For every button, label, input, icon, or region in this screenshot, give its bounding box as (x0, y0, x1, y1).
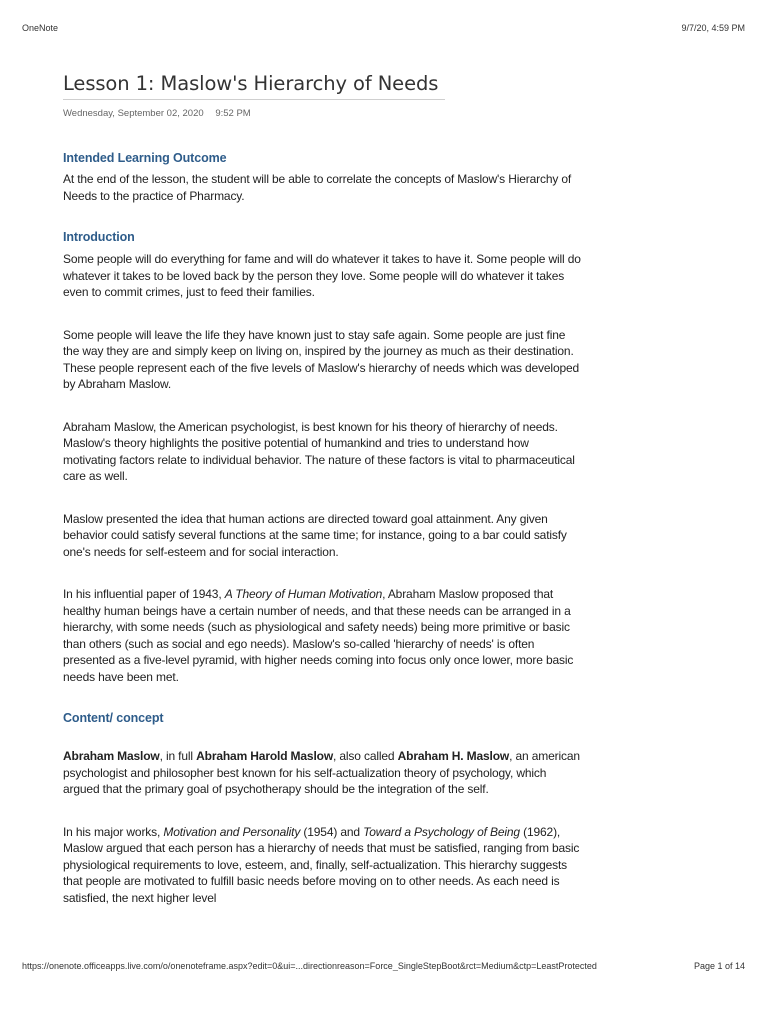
italic-book-title-2: Toward a Psychology of Being (363, 824, 520, 839)
bold-full-name: Abraham Harold Maslow (196, 749, 334, 763)
text-run: In his major works, (63, 824, 164, 839)
text-run: , Abraham Maslow proposed that healthy human beings have a certain number of needs, and that these needs can be arranged in a hierarchy, with some needs (such as physiological and safety needs) being more primitive or basic than others (such as social and ego needs). Maslow's so-called 'hierarchy of needs' is often presented as a five-level pyramid, with higher needs coming into focus only once lower, more basic needs have been met. (63, 587, 574, 684)
page-date-stamp (63, 108, 583, 119)
paragraph-intro-3: Abraham Maslow, the American psychologist, is best known for his theory of hierarchy of needs. Maslow's theory highlights the positive potential of humankind and tries to understand how motivating factors relate to individual behavior. The nature of these factors is vital to pharmaceutical care as well. (63, 419, 575, 483)
text-run: (1954) and (300, 824, 364, 839)
page-title: Lesson 1: Maslow's Hierarchy of Needs (63, 72, 445, 100)
paragraph-content-1 (63, 748, 583, 798)
paragraph-intro-5 (63, 586, 583, 685)
bold-name: Abraham Maslow (63, 749, 160, 763)
italic-book-title-1: Motivation and Personality (163, 824, 301, 839)
print-footer-page-number: Page 1 of 14 (693, 961, 745, 971)
page-time: 9:52 PM (215, 108, 251, 119)
print-footer-url: https://onenote.officeapps.live.com/o/onenoteframe.aspx?edit=0&ui=...directionreason=Force_SingleStepBoot&rct=Medium&ctp=LeastProtected (22, 961, 597, 971)
print-header-datetime: 9/7/20, 4:59 PM (681, 23, 745, 33)
paragraph-content-2 (63, 824, 583, 907)
heading-content-concept: Content/ concept (63, 711, 164, 725)
italic-paper-title: A Theory of Human Motivation (224, 587, 383, 601)
paragraph-intro-1: Some people will do everything for fame and will do whatever it takes to have it. Some people will do whatever it takes to be loved back by the person they love. Some people will do whatever it takes even to commit crimes, just to feed their families. (63, 252, 581, 299)
print-header-app-name: OneNote (22, 23, 59, 33)
heading-intended-learning-outcome: Intended Learning Outcome (63, 151, 227, 165)
text-run: , also called (333, 749, 398, 763)
text-run: In his influential paper of 1943, (63, 587, 225, 601)
heading-introduction: Introduction (63, 230, 135, 244)
paragraph-intro-2: Some people will leave the life they have known just to stay safe again. Some people are just fine the way they are and simply keep on living on, inspired by the journey as much as their destination. These people represent each of the five levels of Maslow's hierarchy of needs which was developed by Abraham Maslow. (63, 327, 580, 391)
note-page (63, 72, 583, 906)
page-date: Wednesday, September 02, 2020 (63, 108, 204, 119)
text-run: , in full (159, 749, 197, 763)
text-run: (1962), Maslow argued that each person has a hierarchy of needs that must be satisfied, ranging from basic physiological requirements to love, esteem, and, finally, self-actualization. This hierarchy suggests that people are motivated to fulfill basic needs before moving on to other needs. As each need is satisfied, the next higher level (63, 824, 580, 905)
text-run: , an american psychologist and philosopher best known for his self-actualization theory of psychology, which argued that the primary goal of psychotherapy should be the integration of the self. (63, 749, 580, 796)
bold-alias: Abraham H. Maslow (397, 749, 510, 763)
paragraph-intro-4: Maslow presented the idea that human actions are directed toward goal attainment. Any given behavior could satisfy several functions at the same time; for instance, going to a bar could satisfy one's needs for self-esteem and for social interaction. (63, 511, 567, 559)
paragraph-outcome: At the end of the lesson, the student will be able to correlate the concepts of Maslow's Hierarchy of Needs to the practice of Pharmacy. (63, 172, 572, 203)
